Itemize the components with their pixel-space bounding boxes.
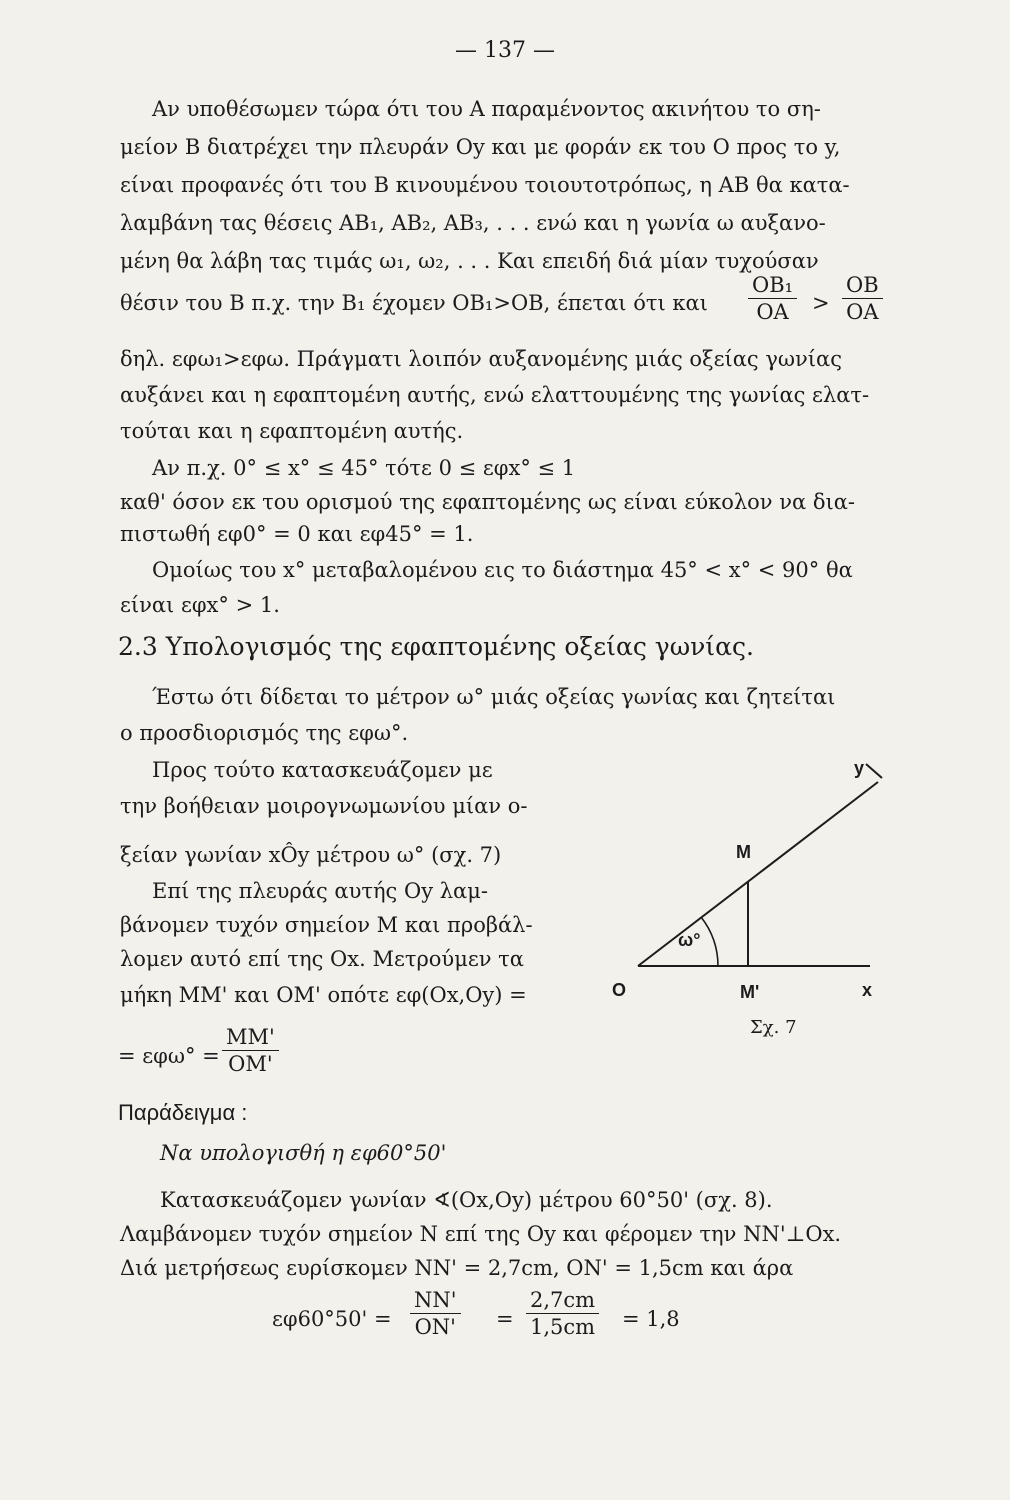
fraction-numerator: ΟΒ₁ [748, 272, 797, 299]
text-line: τούται και η εφαπτομένη αυτής. [120, 419, 464, 443]
label-m-prime: M' [740, 982, 760, 1002]
text-line: Επί της πλευράς αυτής Oy λαμ- [152, 879, 488, 903]
ray-oy [638, 782, 878, 966]
figure-caption: Σχ. 7 [750, 1017, 797, 1038]
text-line: λαμβάνη τας θέσεις ΑΒ₁, ΑΒ₂, ΑΒ₃, . . . ενώ και η γωνία ω αυξανο- [120, 211, 826, 235]
fraction-numerator: ΟΒ [842, 272, 883, 299]
section-heading: 2.3 Υπολογισμός της εφαπτομένης οξείας γωνίας. [118, 632, 754, 661]
page-number: — 137 — [455, 38, 555, 63]
text-line: λομεν αυτό επί της Ox. Μετρούμεν τα [120, 947, 524, 971]
fraction-denominator: ΟΜ' [228, 1052, 273, 1076]
text-line: είναι εφx° > 1. [120, 593, 280, 617]
fraction-mm-om [222, 1024, 279, 1077]
text-line: μήκη ΜΜ' και ΟΜ' οπότε εφ(Ox,Oy) = [120, 983, 527, 1007]
fraction-numerator: 2,7cm [526, 1287, 599, 1314]
angle-arc [701, 917, 718, 966]
text-line: ο προσδιορισμός της εφω°. [120, 721, 409, 745]
example-task: Να υπολογισθή η εφ60°50' [160, 1141, 447, 1165]
equation-result: = 1,8 [622, 1307, 680, 1331]
fraction-values [526, 1287, 599, 1340]
label-omega: ω° [678, 930, 701, 950]
fraction-denominator: ΟΑ [846, 300, 879, 324]
text-line: βάνομεν τυχόν σημείον Μ και προβάλ- [120, 913, 533, 937]
fraction-ob-oa [842, 272, 883, 325]
example-label: Παράδειγμα : [118, 1100, 248, 1125]
text-line: Έστω ότι δίδεται το μέτρον ω° μιάς οξείας γωνίας και ζητείται [152, 685, 836, 709]
text-line: καθ' όσον εκ του ορισμού της εφαπτομένης ως είναι εύκολον να δια- [120, 490, 856, 514]
text-line: είναι προφανές ότι του Β κινουμένου τοιουτοτρόπως, η ΑΒ θα κατα- [120, 173, 850, 197]
text-line: Λαμβάνομεν τυχόν σημείον Ν επί της Oy και φέρομεν την ΝΝ'⊥Ox. [120, 1222, 842, 1246]
equals-sign: = [496, 1307, 514, 1331]
text-line: Διά μετρήσεως ευρίσκομεν ΝΝ' = 2,7cm, ΟΝ' = 1,5cm και άρα [120, 1256, 794, 1280]
text-line: δηλ. εφω₁>εφω. Πράγματι λοιπόν αυξανομένης μιάς οξείας γωνίας [120, 347, 842, 371]
equation-lhs: εφ60°50' = [272, 1307, 392, 1331]
fraction-denominator: ΟΝ' [414, 1315, 456, 1339]
text-line: την βοήθειαν μοιρογνωμωνίου μίαν ο- [120, 794, 528, 818]
fraction-ob1-oa [748, 272, 797, 325]
text-line: Κατασκευάζομεν γωνίαν ∢(Ox,Oy) μέτρου 60°50' (σχ. 8). [160, 1188, 773, 1212]
fraction-numerator: ΜΜ' [222, 1024, 279, 1051]
text-line: θέσιν του Β π.χ. την Β₁ έχομεν ΟΒ₁>ΟΒ, έπεται ότι και [120, 291, 708, 315]
label-x: x [862, 980, 873, 1000]
text-line: Αν υποθέσωμεν τώρα ότι του Α παραμένοντος ακινήτου το ση- [152, 97, 821, 121]
text-line: πιστωθή εφ0° = 0 και εφ45° = 1. [120, 522, 474, 546]
text-line: Ομοίως του x° μεταβαλομένου εις το διάστημα 45° < x° < 90° θα [152, 558, 853, 582]
greater-than-sign: > [812, 291, 830, 315]
axis-mark [866, 764, 882, 778]
text-line: αυξάνει και η εφαπτομένη αυτής, ενώ ελαττουμένης της γωνίας ελατ- [120, 383, 870, 407]
text-line: ξείαν γωνίαν xÔy μέτρου ω° (σχ. 7) [120, 843, 502, 867]
label-o: O [612, 980, 627, 1000]
text-line: μένη θα λάβη τας τιμάς ω₁, ω₂, . . . Και επειδή διά μίαν τυχούσαν [120, 249, 819, 273]
fraction-denominator: 1,5cm [530, 1315, 596, 1339]
label-y: y [854, 760, 865, 778]
equation-lhs: = εφω° = [118, 1044, 220, 1068]
text-line: μείον Β διατρέχει την πλευράν Oy και με φοράν εκ του Ο προς το y, [120, 135, 841, 159]
fraction-denominator: ΟΑ [756, 300, 789, 324]
figure-7 [600, 760, 930, 1040]
fraction-nn-on [410, 1287, 461, 1340]
label-m: M [736, 842, 751, 862]
text-line: Προς τούτο κατασκευάζομεν με [152, 758, 493, 782]
fraction-numerator: ΝΝ' [410, 1287, 461, 1314]
text-line: Αν π.χ. 0° ≤ x° ≤ 45° τότε 0 ≤ εφx° ≤ 1 [152, 456, 576, 480]
